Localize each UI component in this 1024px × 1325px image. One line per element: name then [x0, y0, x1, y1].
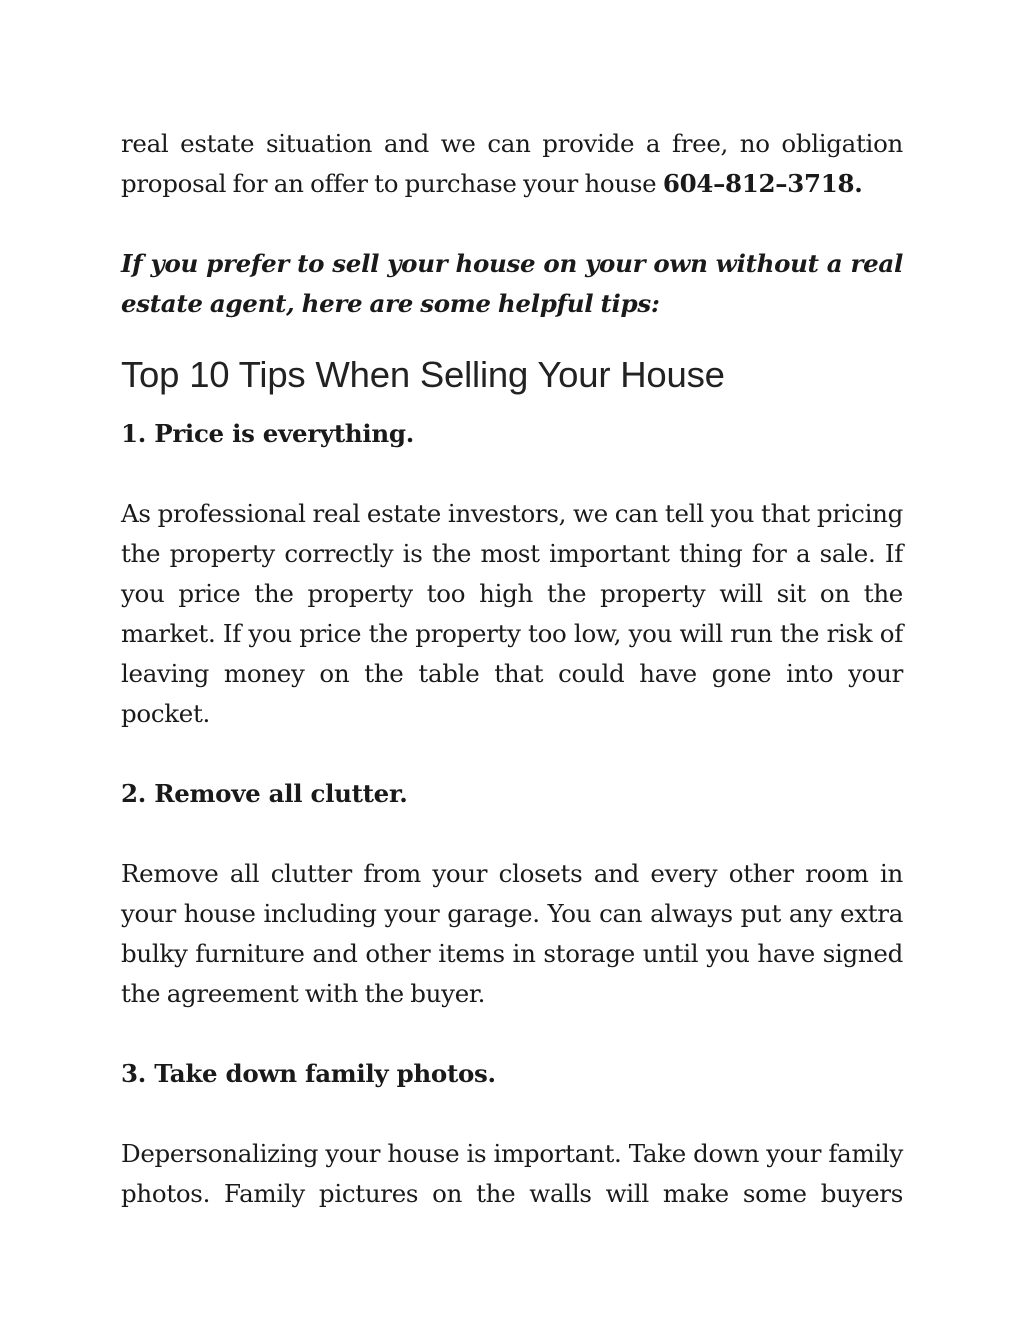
- tip-2-body: Remove all clutter from your closets and every other room in your house including your garage. You can always put any extra bulky furniture and other items in storage until you have signed the agreement with the buyer.: [121, 859, 903, 1008]
- intro-text: real estate situation and we can provide a free, no obligation proposal for an offer to purchase your house: [121, 129, 903, 198]
- tip-2-title: 2. Remove all clutter.: [121, 779, 408, 808]
- intro-paragraph: [121, 124, 903, 204]
- phone-number: 604–812–3718.: [662, 169, 863, 198]
- tip-3-body: Depersonalizing your house is important. Take down your family photos. Family pictures on the walls will make some buyers: [121, 1139, 903, 1208]
- tip-3-title: 3. Take down family photos.: [121, 1059, 496, 1088]
- tip-1-body: As professional real estate investors, we can tell you that pricing the property correctly is the most important thing for a sale. If you price the property too high the property will sit on the market. If you price the property too low, you will run the risk of leaving money on the table that could have gone into your pocket.: [121, 499, 903, 728]
- lead-paragraph: If you prefer to sell your house on your own without a real estate agent, here are some helpful tips:: [121, 249, 903, 318]
- document-page: [121, 124, 903, 1214]
- tip-1-title: 1. Price is everything.: [121, 419, 414, 448]
- page-heading: Top 10 Tips When Selling Your House: [121, 354, 725, 395]
